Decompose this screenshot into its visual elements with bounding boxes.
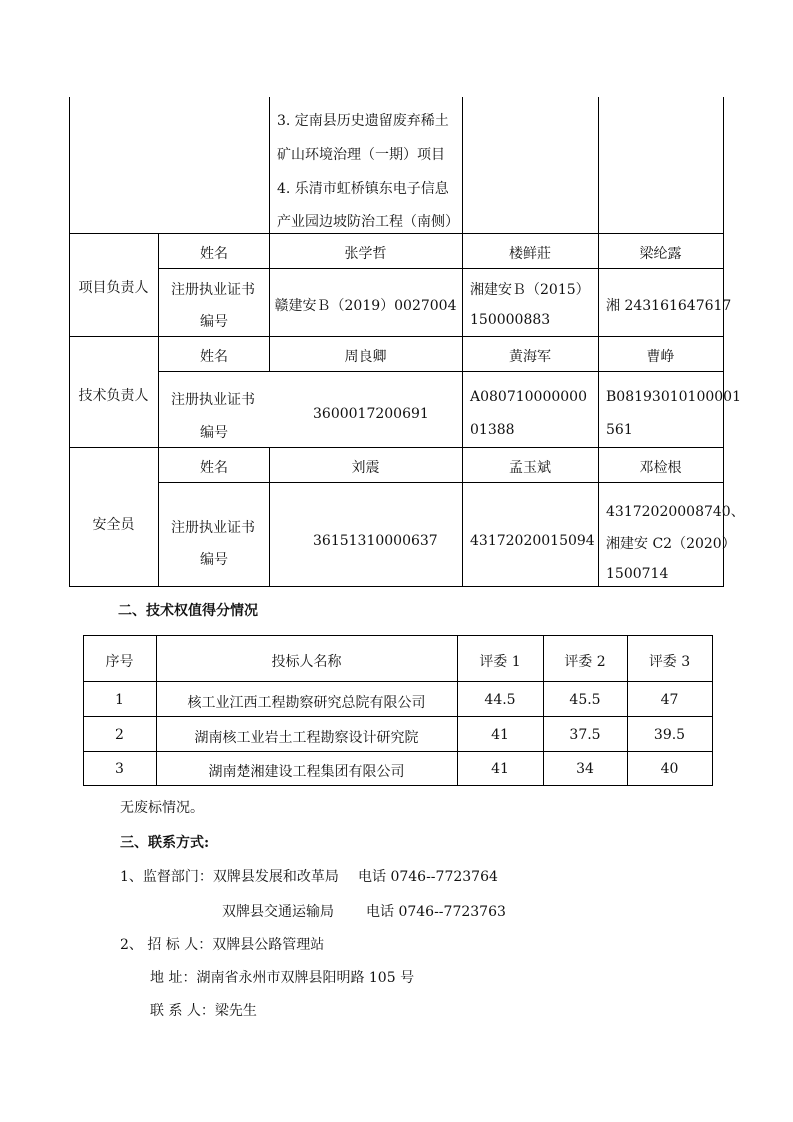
table-cell: 34 <box>576 761 594 777</box>
no-invalid-bid-note: 无废标情况。 <box>120 800 204 816</box>
cert-number: 湘建安Ｂ（2015） <box>470 282 590 298</box>
cert-number: 43172020015094 <box>470 533 595 549</box>
column-header: 评委 2 <box>564 654 606 670</box>
cert-label-line1: 注册执业证书 <box>171 282 255 298</box>
role-project-manager: 项目负责人 <box>78 280 149 296</box>
table-cell: 37.5 <box>569 727 601 743</box>
person-name: 楼鲜莊 <box>509 246 551 262</box>
cert-number: A080710000000 <box>470 389 587 405</box>
name-label: 姓名 <box>200 460 228 476</box>
contact-person: 联 系 人：梁先生 <box>150 1003 257 1019</box>
cert-number: 43172020008740、 <box>606 504 745 520</box>
column-header: 评委 1 <box>479 654 521 670</box>
table-cell: 40 <box>660 761 679 777</box>
person-name: 孟玉斌 <box>509 460 551 476</box>
person-name: 黄海军 <box>509 349 551 365</box>
cert-label-line2: 编号 <box>200 552 228 568</box>
table-cell: 湖南楚湘建设工程集团有限公司 <box>208 764 405 780</box>
section-2-title: 二、技术权值得分情况 <box>118 603 258 619</box>
section-3-title: 三、联系方式: <box>120 835 210 851</box>
table-cell: 1 <box>115 692 124 708</box>
cert-label-line2: 编号 <box>200 425 228 441</box>
table-cell: 2 <box>115 727 124 743</box>
person-name: 曹峥 <box>646 349 675 365</box>
cert-number: 1500714 <box>606 566 669 582</box>
table-cell: 湖南核工业岩土工程勘察设计研究院 <box>194 730 419 746</box>
cert-number: 36151310000637 <box>313 533 438 549</box>
table-cell: 3 <box>115 761 124 777</box>
role-safety-officer: 安全员 <box>92 517 135 533</box>
person-name: 周良卿 <box>344 349 387 365</box>
column-header: 投标人名称 <box>271 654 342 670</box>
person-name: 邓检根 <box>639 460 682 476</box>
address: 地 址：湖南省永州市双牌县阳明路 105 号 <box>150 970 415 986</box>
column-header: 评委 3 <box>648 654 691 670</box>
table-cell: 45.5 <box>569 692 601 708</box>
cert-number: 561 <box>606 422 633 438</box>
person-name: 刘震 <box>351 460 380 476</box>
table-cell: 44.5 <box>484 692 516 708</box>
supervisor-phone-2: 电话 0746--7723763 <box>366 904 506 920</box>
supervisor-dept-1: 1、监督部门：双牌县发展和改革局 <box>120 869 339 885</box>
supervisor-dept-2: 双牌县交通运输局 <box>222 904 334 920</box>
cert-label-line1: 注册执业证书 <box>171 520 255 536</box>
supervisor-phone-1: 电话 0746--7723764 <box>358 869 498 885</box>
cert-label-line1: 注册执业证书 <box>171 392 255 408</box>
table-cell: 核工业江西工程勘察研究总院有限公司 <box>187 695 426 711</box>
cert-number: 湘建安 C2（2020） <box>606 536 736 552</box>
cert-number: 湘 243161647617 <box>606 298 732 314</box>
cert-number: 01388 <box>470 422 515 438</box>
person-name: 梁纶露 <box>639 246 682 262</box>
project-line-4: 产业园边坡防治工程（南侧） <box>277 214 459 230</box>
project-line-2: 矿山环境治理（一期）项目 <box>277 147 445 163</box>
project-line-3: 4. 乐清市虹桥镇东电子信息 <box>277 181 449 197</box>
column-header: 序号 <box>105 654 134 670</box>
name-label: 姓名 <box>200 246 228 262</box>
cert-number: 赣建安Ｂ（2019）0027004 <box>274 298 457 314</box>
tenderer: 2、 招 标 人：双牌县公路管理站 <box>120 937 325 953</box>
table-cell: 41 <box>491 727 509 743</box>
person-name: 张学哲 <box>344 246 387 262</box>
cert-number: 150000883 <box>470 312 551 328</box>
cert-label-line2: 编号 <box>200 314 228 330</box>
cert-number: 3600017200691 <box>313 406 429 422</box>
name-label: 姓名 <box>200 349 228 365</box>
cert-number: B08193010100001 <box>606 389 741 405</box>
table-cell: 41 <box>491 761 509 777</box>
role-tech-lead: 技术负责人 <box>78 388 149 404</box>
table-cell: 47 <box>660 692 679 708</box>
table-cell: 39.5 <box>653 727 686 743</box>
project-line-1: 3. 定南县历史遗留废弃稀土 <box>277 113 449 129</box>
